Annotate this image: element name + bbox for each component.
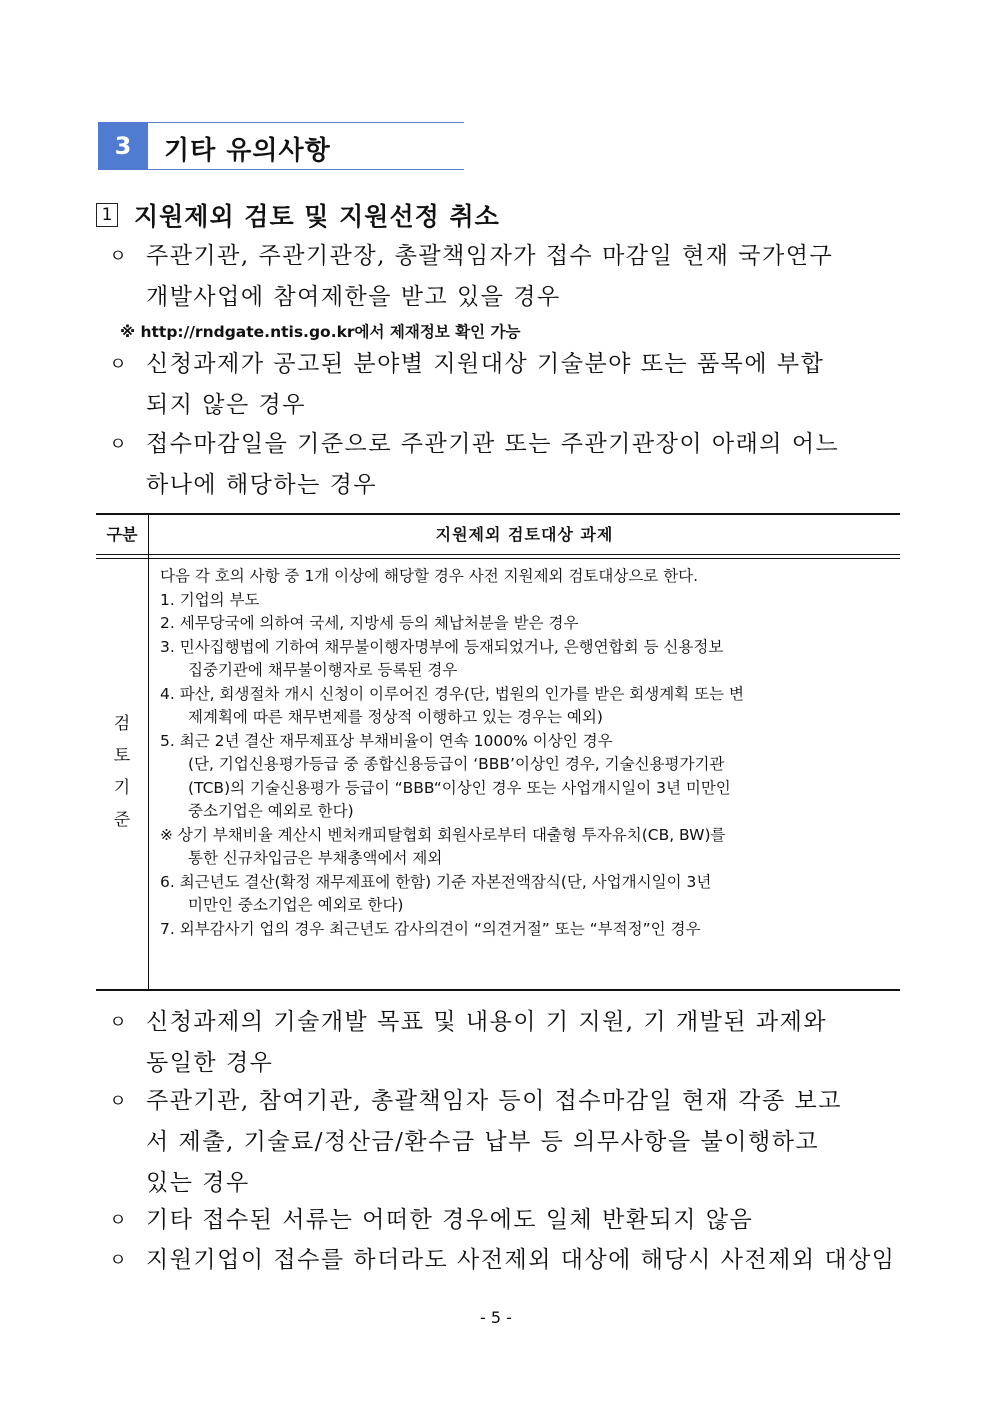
- subsection-title: 지원제외 검토 및 지원선정 취소: [134, 202, 500, 231]
- row-label: [96, 708, 148, 836]
- criteria-line: 제계획에 따른 채무변제를 정상적 이행하고 있는 경우는 예외): [188, 708, 603, 726]
- bullet-mark: ㅇ: [109, 1210, 127, 1231]
- criteria-line: 5. 최근 2년 결산 재무제표상 부채비율이 연속 1000% 이상인 경우: [160, 731, 613, 750]
- criteria-line: 7. 외부감사기 업의 경우 최근년도 감사의견이 “의견거절” 또는 “부적정”인 경우: [160, 919, 701, 938]
- criteria-line: 통한 신규차입금은 부채총액에서 제외: [188, 849, 443, 867]
- subsection-heading: [96, 198, 500, 232]
- page-number: - 5 -: [480, 1308, 512, 1327]
- criteria-line: 1. 기업의 부도: [160, 590, 260, 609]
- section-number: 3: [98, 122, 148, 170]
- row-label-char: 준: [113, 810, 131, 830]
- row-label-char: 토: [113, 746, 131, 766]
- table-header-rule: [96, 558, 900, 559]
- criteria-line: 집중기관에 채무불이행자로 등록된 경우: [188, 661, 458, 679]
- criteria-line: (단, 기업신용평가등급 중 종합신용등급이 ‘BBB’이상인 경우, 기술신용평가기관: [188, 755, 725, 773]
- bullet-item: [108, 1081, 900, 1204]
- criteria-line: 중소기업은 예외로 한다): [188, 802, 354, 820]
- bullet-line: 주관기관, 참여기관, 총괄책임자 등이 접수마감일 현재 각종 보고: [146, 1088, 842, 1114]
- section-header: [98, 122, 464, 170]
- bullet-item: [108, 1002, 900, 1084]
- bullet-mark: ㅇ: [109, 1012, 127, 1033]
- bullet-item: [108, 1200, 900, 1241]
- table-header-rule: [96, 554, 900, 555]
- reference-note: ※ http://rndgate.ntis.go.kr에서 제재정보 확인 가능: [120, 323, 521, 341]
- bullet-item: [108, 424, 900, 506]
- bullet-mark: ㅇ: [109, 354, 127, 375]
- criteria-line: 다음 각 호의 사항 중 1개 이상에 해당할 경우 사전 지원제외 검토대상으로 한다.: [160, 567, 699, 585]
- bullet-line: 동일한 경우: [146, 1050, 274, 1076]
- criteria-line: ※ 상기 부채비율 계산시 벤처캐피탈협회 회원사로부터 대출형 투자유치(CB, BW)를: [160, 825, 726, 844]
- bullet-mark: ㅇ: [109, 1250, 127, 1271]
- bullet-line: 접수마감일을 기준으로 주관기관 또는 주관기관장이 아래의 어느: [146, 431, 840, 457]
- criteria-line: 4. 파산, 회생절차 개시 신청이 이루어진 경우(단, 법원의 인가를 받은 회생계획 또는 변: [160, 684, 744, 703]
- criteria-line: 미만인 중소기업은 예외로 한다): [188, 896, 404, 914]
- criteria-line: 6. 최근년도 결산(확정 재무제표에 한함) 기준 자본전액잠식(단, 사업개시일이 3년: [160, 872, 712, 891]
- bullet-line: 신청과제의 기술개발 목표 및 내용이 기 지원, 기 개발된 과제와: [146, 1009, 828, 1035]
- section-title: 기타 유의사항: [164, 136, 331, 166]
- bullet-line: 주관기관, 주관기관장, 총괄책임자가 접수 마감일 현재 국가연구: [146, 243, 834, 269]
- criteria-list: [160, 565, 896, 941]
- bullet-line: 기타 접수된 서류는 어떠한 경우에도 일체 반환되지 않음: [146, 1207, 754, 1233]
- criteria-line: (TCB)의 기술신용평가 등급이 “BBB“이상인 경우 또는 사업개시일이 3년 미만인: [188, 778, 731, 797]
- bullet-line: 지원기업이 접수를 하더라도 사전제외 대상에 해당시 사전제외 대상임: [146, 1247, 896, 1273]
- table-column-divider: [148, 513, 149, 991]
- bullet-line: 개발사업에 참여제한을 받고 있을 경우: [146, 284, 561, 310]
- row-label-char: 기: [113, 778, 131, 798]
- bullet-line: 하나에 해당하는 경우: [146, 472, 378, 498]
- bullet-line: 서 제출, 기술료/정산금/환수금 납부 등 의무사항을 불이행하고: [146, 1129, 820, 1155]
- exclusion-criteria-table: [96, 513, 900, 991]
- row-label-char: 검: [113, 714, 131, 734]
- bullet-line: 신청과제가 공고된 분야별 지원대상 기술분야 또는 품목에 부합: [146, 351, 825, 377]
- table-header-category: 구분: [106, 525, 138, 544]
- section-title-box: [148, 122, 464, 170]
- table-header-subject: 지원제외 검토대상 과제: [435, 525, 614, 544]
- subsection-number: 1: [96, 203, 118, 227]
- bullet-item: [108, 236, 900, 318]
- bullet-mark: ㅇ: [109, 434, 127, 455]
- table-bottom-rule: [96, 989, 900, 991]
- bullet-mark: ㅇ: [109, 1091, 127, 1112]
- criteria-line: 3. 민사집행법에 기하여 채무불이행자명부에 등재되었거나, 은행연합회 등 신용정보: [160, 637, 724, 656]
- bullet-line: 되지 않은 경우: [146, 392, 306, 418]
- criteria-line: 2. 세무당국에 의하여 국세, 지방세 등의 체납처분을 받은 경우: [160, 614, 579, 632]
- bullet-mark: ㅇ: [109, 246, 127, 267]
- bullet-item: [108, 344, 900, 426]
- bullet-item: [108, 1240, 900, 1281]
- bullet-line: 있는 경우: [146, 1170, 250, 1196]
